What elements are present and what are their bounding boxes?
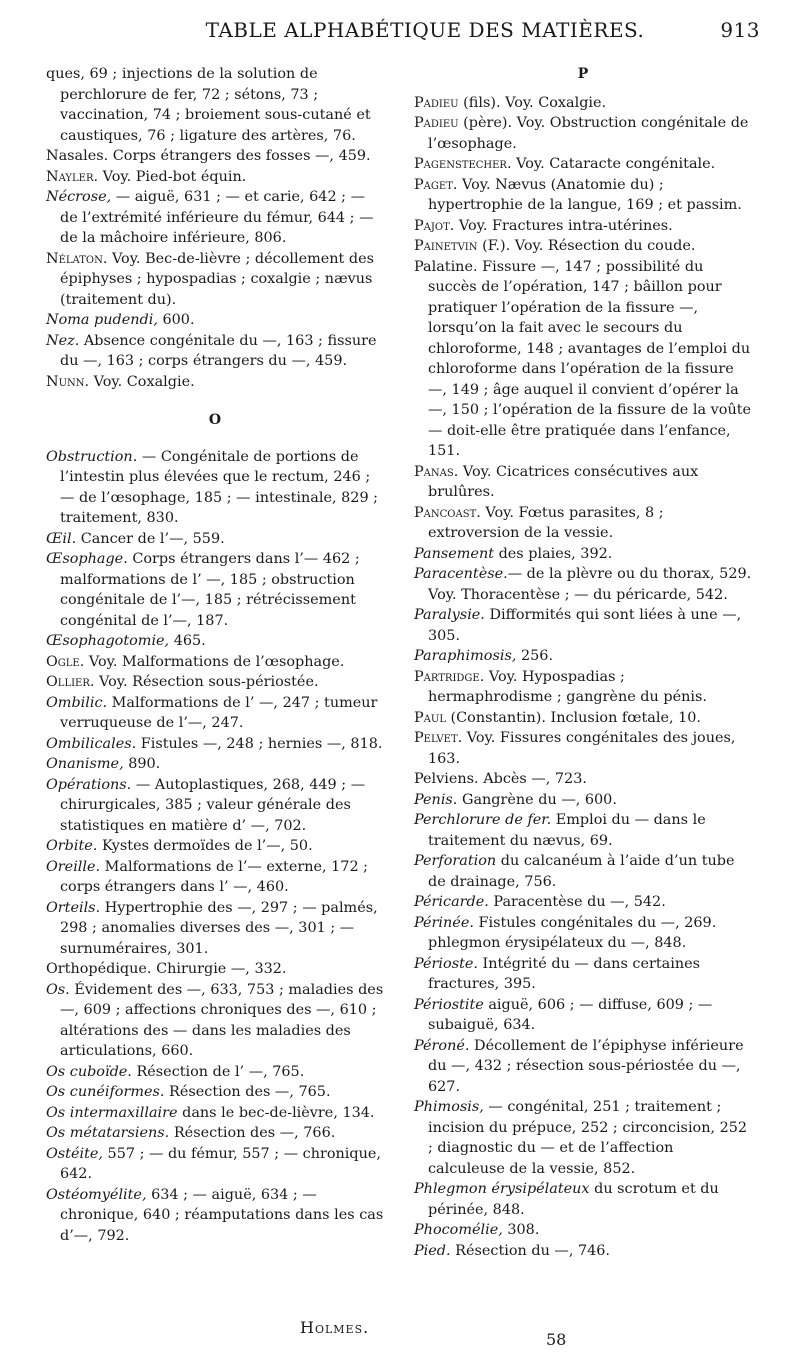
index-entry: [46, 631, 384, 652]
entry-heading: Ostéomyélite,: [46, 1186, 147, 1203]
index-entry: [414, 769, 752, 790]
index-entry: [414, 954, 752, 995]
entry-heading: Padieu: [414, 115, 459, 131]
entry-heading: Penis.: [414, 791, 458, 808]
entry-heading: Paracentèse.: [414, 566, 508, 582]
entry-text: — congénital, 251 ; traitement ; incision du prépuce, 252 ; circoncision, 252 ; diagnostic du — et de l’affection calculeuse de la vessie, 852.: [428, 1099, 748, 1177]
index-entry: [414, 154, 752, 175]
index-entry: [46, 652, 384, 673]
index-entry: [414, 1097, 752, 1179]
index-entry: [414, 913, 752, 954]
entry-text: 634 ; — aiguë, 634 ; — chronique, 640 ; réamputations dans les cas d’—, 792.: [60, 1186, 384, 1244]
page-number: 913: [720, 18, 760, 42]
entry-heading: Ombilic.: [46, 694, 108, 711]
index-entry: [414, 216, 752, 237]
entry-heading: Nélaton.: [46, 250, 108, 267]
entry-heading: Noma pudendi,: [46, 312, 158, 328]
sheet-number: 58: [546, 1330, 567, 1349]
index-entry: [414, 257, 752, 462]
entry-text: 308.: [502, 1222, 540, 1238]
entry-text: — aiguë, 631 ; — et carie, 642 ; — de l’extrémité inférieure du fémur, 644 ; — de la mâchoire inférieure, 806.: [60, 189, 374, 246]
entry-heading: Œil.: [46, 530, 77, 547]
left-column: [46, 64, 384, 1246]
index-entry: [46, 693, 384, 734]
index-entry: [46, 146, 384, 167]
entry-heading: Os intermaxillaire: [46, 1104, 178, 1121]
entry-text: Voy. Cataracte congénitale.: [511, 156, 716, 172]
section-letter: P: [577, 66, 589, 82]
entry-heading: Pancoast.: [414, 504, 481, 521]
entry-text: Voy. Fractures intra-utérines.: [454, 217, 673, 234]
entry-heading: Os métatarsiens.: [46, 1125, 170, 1141]
entry-heading: Painetvin: [414, 238, 478, 254]
entry-heading: Nasales.: [46, 148, 109, 164]
entry-text: Malformations de l’— externe, 172 ; corps étrangers dans l’ —, 460.: [60, 858, 369, 895]
entry-heading: Ostéite,: [46, 1145, 103, 1162]
signature-mark: Holmes.: [300, 1318, 370, 1337]
entry-text: Emploi du — dans le traitement du nævus, 69.: [428, 812, 706, 849]
entry-text: Hypertrophie des —, 297 ; — palmés, 298 ; anomalies diverses des —, 301 ; — surnuméraires, 301.: [60, 899, 378, 957]
entry-text: Voy. Hypospadias ; hermaphrodisme ; gangrène du pénis.: [428, 668, 707, 705]
index-entry: [46, 775, 384, 837]
index-entry: [46, 549, 384, 631]
index-entry: [414, 790, 752, 811]
entry-heading: Opérations.: [46, 776, 132, 793]
index-entry: [414, 708, 752, 729]
entry-heading: Ogle.: [46, 653, 85, 670]
entry-text: Résection des —, 765.: [164, 1084, 331, 1100]
right-column: [414, 64, 752, 1261]
entry-text: Résection des —, 766.: [169, 1125, 336, 1141]
entry-heading: Os.: [46, 981, 70, 998]
index-entry: [46, 1123, 384, 1144]
index-entry: [414, 995, 752, 1036]
entry-heading: Padieu: [414, 94, 459, 111]
entry-text: Décollement de l’épiphyse inférieure du —, 432 ; résection sous-périostée du —, 627.: [428, 1037, 744, 1095]
entry-text: Abcès —, 723.: [478, 771, 587, 787]
entry-heading: Perforation: [414, 853, 497, 869]
entry-text: ques, 69 ; injections de la solution de perchlorure de fer, 72 ; sétons, 73 ; vaccination, 74 ; broiement sous-cutané et caustiques, 76 ; ligature des artères, 76.: [46, 66, 371, 144]
index-entry: [414, 544, 752, 565]
index-entry: [414, 462, 752, 503]
entry-text: — Autoplastiques, 268, 449 ; — chirurgicales, 385 ; valeur générale des statistiques en matière d’ —, 702.: [60, 776, 366, 834]
entry-heading: Phocomélie,: [414, 1222, 503, 1238]
index-entry: [414, 728, 752, 769]
entry-text: Absence congénitale du —, 163 ; fissure du —, 163 ; corps étrangers du —, 459.: [60, 332, 377, 369]
entry-heading: Nécrose,: [46, 189, 112, 205]
index-entry: [414, 667, 752, 708]
index-entry: [46, 529, 384, 550]
entry-text: du scrotum et du périnée, 848.: [428, 1181, 719, 1218]
entry-heading: Ombilicales.: [46, 735, 137, 752]
entry-text: 600.: [157, 312, 195, 328]
entry-text: Fissure —, 147 ; possibilité du succès de l’opération, 147 ; bâillon pour pratiquer l’opération de la fissure —, lorsqu’on la fait avec le secours du chloroforme, 148 ; avantages de l’emploi du chloroforme dans l’opération de la fissure —, 149 ; âge auquel il convient d’opérer la —, 150 ; l’opération de la fissure de la voûte — doit-elle être pratiquée dans l’enfance, 151.: [428, 258, 752, 459]
index-entry: [414, 605, 752, 646]
entry-heading: Orteils.: [46, 899, 101, 916]
entry-text: Voy. Pied-bot équin.: [98, 168, 247, 185]
index-entry: [414, 851, 752, 892]
entry-heading: Partridge.: [414, 668, 485, 685]
entry-text: Fistules congénitales du —, 269. phlegmon érysipélateux du —, 848.: [428, 914, 717, 951]
entry-heading: Nunn.: [46, 373, 90, 390]
index-entry: [414, 503, 752, 544]
entry-text: Malformations de l’ —, 247 ; tumeur verruqueuse de l’—, 247.: [60, 694, 378, 731]
entry-text: dans le bec-de-lièvre, 134.: [177, 1104, 375, 1121]
index-entry: [46, 187, 384, 249]
index-entry: [46, 64, 384, 146]
entry-text: Résection du —, 746.: [450, 1242, 611, 1259]
entry-text: Voy. Bec-de-lièvre ; décollement des épiphyses ; hypospadias ; coxalgie ; nævus (traitement du).: [60, 250, 375, 308]
entry-text: 890.: [123, 756, 161, 772]
index-entry: [46, 1185, 384, 1247]
index-entry: [414, 1220, 752, 1241]
index-entry: [414, 892, 752, 913]
entry-heading: Paraphimosis,: [414, 648, 517, 664]
entry-heading: Pelvet.: [414, 730, 463, 746]
index-entry: [46, 1144, 384, 1185]
entry-text: 465.: [169, 633, 206, 649]
index-entry: [46, 1062, 384, 1083]
index-entry: [414, 93, 752, 114]
entry-text: Voy. Coxalgie.: [89, 373, 195, 390]
index-entry: [46, 734, 384, 755]
entry-heading: Obstruction.: [46, 448, 138, 465]
index-entry: [46, 372, 384, 393]
entry-text: 557 ; — du fémur, 557 ; — chronique, 642.: [60, 1145, 381, 1182]
entry-heading: Nayler.: [46, 168, 99, 185]
entry-heading: Os cunéiformes.: [46, 1084, 165, 1100]
section-letter: O: [208, 412, 222, 428]
entry-heading: Onanisme,: [46, 756, 124, 772]
entry-heading: Phimosis,: [414, 1099, 484, 1115]
index-entry: [414, 564, 752, 605]
index-entry: [46, 959, 384, 980]
index-entry: [46, 980, 384, 1062]
entry-heading: Nez.: [46, 332, 80, 349]
index-entry: [414, 1036, 752, 1098]
index-entry: [414, 236, 752, 257]
running-header: [90, 18, 760, 46]
entry-heading: Pajot.: [414, 217, 455, 234]
index-entry: [46, 249, 384, 311]
entry-text: Corps étrangers des fosses —, 459.: [108, 148, 371, 164]
entry-heading: Pagenstecher.: [414, 156, 512, 172]
entry-text: Cancer de l’—, 559.: [76, 530, 225, 547]
entry-text: des plaies, 392.: [494, 545, 613, 562]
entry-heading: Paget.: [414, 176, 458, 193]
entry-text: Résection de l’ —, 765.: [131, 1063, 305, 1080]
entry-text: Chirurgie —, 332.: [151, 961, 287, 977]
index-entry: [46, 754, 384, 775]
entry-text: Voy. Fissures congénitales des joues, 163.: [428, 730, 736, 767]
entry-heading: Périostite: [414, 996, 484, 1013]
entry-heading: Péricarde.: [414, 894, 489, 910]
entry-heading: Pansement: [414, 545, 494, 562]
entry-text: Voy. Cicatrices consécutives aux brulûres.: [428, 463, 699, 500]
index-entry: [46, 167, 384, 188]
entry-text: (père). Voy. Obstruction congénitale de l’œsophage.: [428, 115, 749, 152]
entry-heading: Paralysie.: [414, 607, 485, 623]
entry-text: Voy. Malformations de l’œsophage.: [84, 653, 345, 670]
entry-text: Gangrène du —, 600.: [457, 791, 617, 808]
entry-heading: Panas.: [414, 463, 459, 480]
entry-text: du calcanéum à l’aide d’un tube de drainage, 756.: [428, 853, 735, 890]
index-entry: [414, 646, 752, 667]
entry-heading: Os cuboïde.: [46, 1063, 132, 1080]
entry-heading: Péroné.: [414, 1037, 470, 1054]
entry-text: aiguë, 606 ; — diffuse, 609 ; — subaiguë, 634.: [428, 996, 713, 1033]
entry-text: Voy. Résection sous-périostée.: [94, 674, 319, 690]
entry-heading: Orthopédique.: [46, 961, 152, 977]
entry-text: (F.). Voy. Résection du coude.: [477, 238, 696, 254]
entry-heading: Palatine.: [414, 258, 478, 275]
entry-text: — de la plèvre ou du thorax, 529. Voy. Thoracentèse ; — du péricarde, 542.: [428, 566, 752, 603]
index-entry: [414, 175, 752, 216]
index-entry: [46, 836, 384, 857]
entry-heading: Pelviens.: [414, 771, 479, 787]
entry-heading: Paul: [414, 709, 446, 726]
entry-text: (Constantin). Inclusion fœtale, 10.: [445, 709, 701, 726]
entry-heading: Perchlorure de fer.: [414, 812, 552, 828]
index-entry: [414, 1241, 752, 1262]
index-entry: [46, 898, 384, 960]
index-entry: [46, 447, 384, 529]
entry-text: Intégrité du — dans certaines fractures, 395.: [428, 955, 700, 992]
entry-text: Évidement des —, 633, 753 ; maladies des —, 609 ; affections chroniques des —, 610 ; altérations des — dans les maladies des articulations, 660.: [60, 981, 384, 1059]
entry-heading: Périoste.: [414, 955, 478, 972]
entry-text: Difformités qui sont liées à une —, 305.: [428, 607, 742, 644]
index-entry: [46, 857, 384, 898]
entry-text: Paracentèse du —, 542.: [488, 894, 666, 910]
index-entry: [414, 810, 752, 851]
entry-heading: Pied.: [414, 1242, 451, 1259]
index-entry: [46, 672, 384, 693]
entry-text: 256.: [516, 648, 554, 664]
entry-text: Kystes dermoïdes de l’—, 50.: [97, 838, 313, 854]
index-entry: [414, 1179, 752, 1220]
index-entry: [46, 331, 384, 372]
entry-heading: Périnée.: [414, 914, 474, 931]
index-entry: [46, 1082, 384, 1103]
entry-heading: Œsophage.: [46, 551, 128, 567]
index-entry: [414, 113, 752, 154]
entry-heading: Orbite.: [46, 838, 98, 854]
index-entry: [46, 310, 384, 331]
index-entry: [46, 1103, 384, 1124]
entry-text: Voy. Nævus (Anatomie du) ; hypertrophie de la langue, 169 ; et passim.: [428, 176, 742, 213]
running-title: TABLE ALPHABÉTIQUE DES MATIÈRES.: [205, 18, 645, 42]
entry-text: — Congénitale de portions de l’intestin plus élevées que le rectum, 246 ; — de l’œsophage, 185 ; — intestinale, 829 ; traitement, 830.: [60, 448, 379, 526]
entry-text: (fils). Voy. Coxalgie.: [458, 94, 607, 111]
entry-heading: Œsophagotomie,: [46, 633, 170, 649]
entry-heading: Ollier.: [46, 674, 95, 690]
entry-heading: Oreille.: [46, 858, 101, 875]
entry-heading: Phlegmon érysipélateux: [414, 1181, 590, 1197]
entry-text: Voy. Fœtus parasites, 8 ; extroversion de la vessie.: [428, 504, 664, 541]
entry-text: Fistules —, 248 ; hernies —, 818.: [136, 735, 383, 752]
entry-text: Corps étrangers dans l’— 462 ; malformations de l’ —, 185 ; obstruction congénitale de l’—, 185 ; rétrécissement congénital de l’—, 187.: [60, 551, 360, 629]
